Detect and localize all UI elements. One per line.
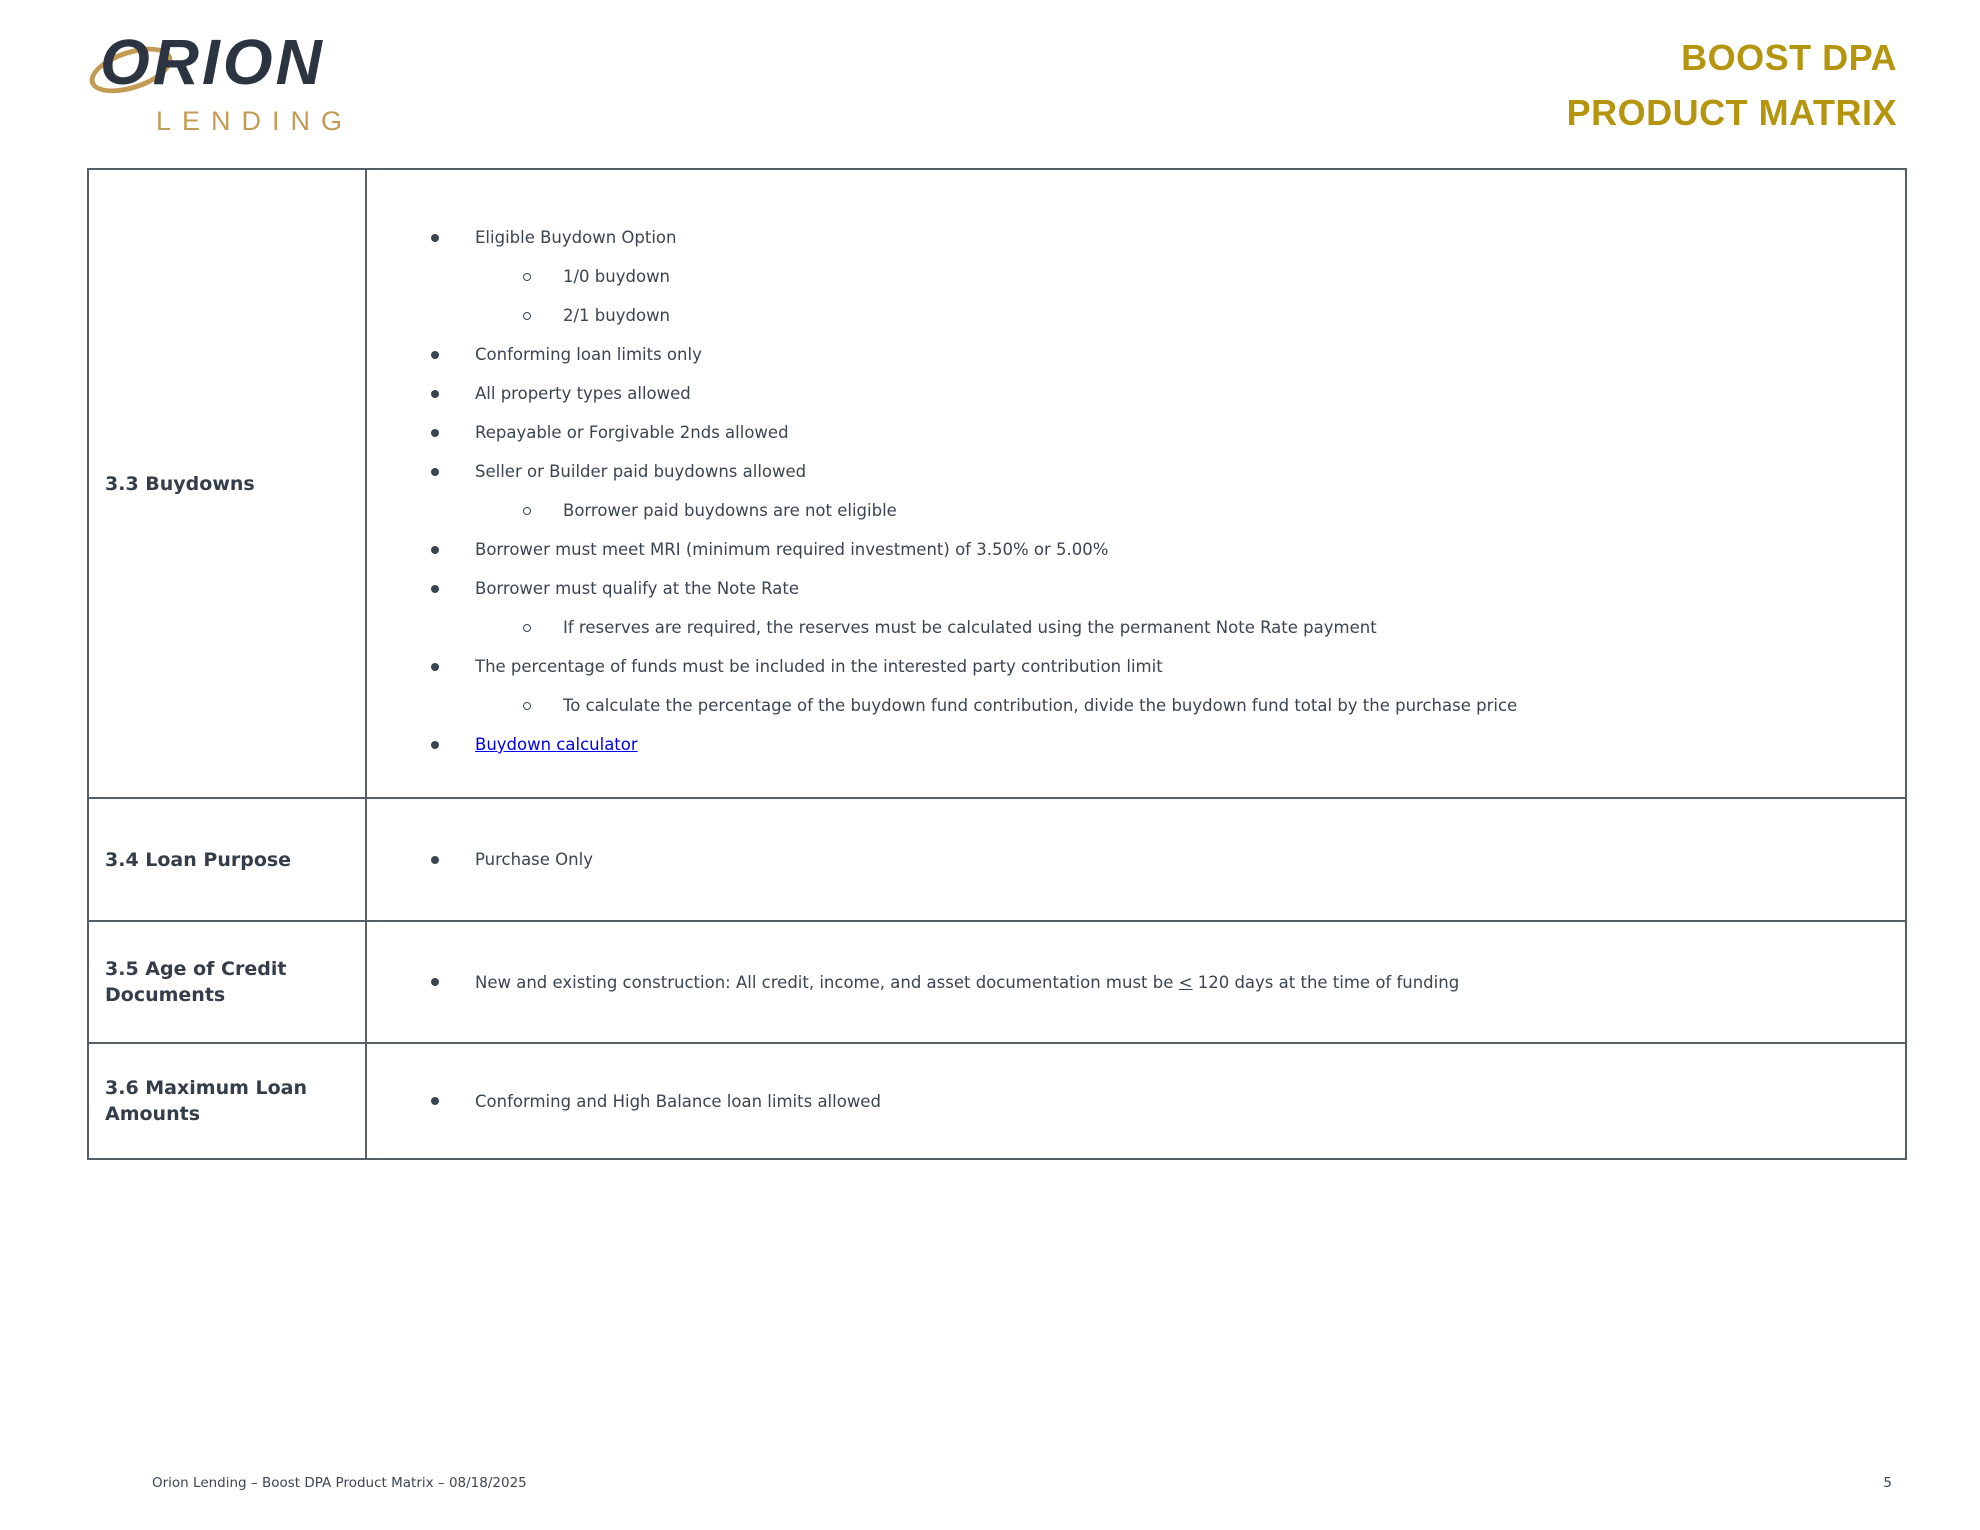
- document-title: [1567, 30, 1897, 140]
- row-label-loan-purpose: 3.4 Loan Purpose: [89, 799, 367, 920]
- list-item-text: Borrower paid buydowns are not eligible: [563, 501, 897, 520]
- row-content-maximum-loan-amounts: [367, 1044, 1905, 1158]
- title-line-1: BOOST DPA: [1681, 37, 1897, 78]
- footer-page-number: 5: [1883, 1475, 1892, 1491]
- list-item: [367, 963, 1905, 1002]
- row-label-maximum-loan-amounts: 3.6 Maximum Loan Amounts: [89, 1044, 367, 1158]
- bullet-icon: [431, 856, 475, 864]
- circle-bullet-icon: [523, 312, 563, 320]
- list-item-text: The percentage of funds must be included in the interested party contribution limit: [475, 657, 1163, 676]
- list-item-text: To calculate the percentage of the buydown fund contribution, divide the buydown fund total by the purchase price: [563, 696, 1518, 715]
- circle-bullet-icon: [523, 273, 563, 281]
- list-item: [367, 608, 1905, 647]
- row-content-age-of-credit-documents: [367, 922, 1905, 1042]
- row-label-buydowns: 3.3 Buydowns: [89, 170, 367, 797]
- list-item: [367, 374, 1905, 413]
- list-item-text: 2/1 buydown: [563, 306, 671, 325]
- list-item: [367, 335, 1905, 374]
- list-item: [367, 413, 1905, 452]
- list-item-text: Borrower must meet MRI (minimum required investment) of 3.50% or 5.00%: [475, 540, 1109, 559]
- list-item: [367, 491, 1905, 530]
- bullet-icon: [431, 351, 475, 359]
- underlined-less-than: <: [1178, 972, 1193, 992]
- bullet-icon: [431, 390, 475, 398]
- list-item: [367, 296, 1905, 335]
- list-item: [367, 647, 1905, 686]
- bullet-icon: [431, 1097, 475, 1105]
- list-item: [367, 840, 1905, 879]
- logo-brand-text: ORION: [100, 26, 325, 98]
- list-item-text: Conforming and High Balance loan limits allowed: [475, 1091, 881, 1111]
- bullet-icon: [431, 741, 475, 749]
- bullet-icon: [431, 585, 475, 593]
- list-item-text: If reserves are required, the reserves must be calculated using the permanent Note Rate payment: [563, 618, 1377, 637]
- list-item: [367, 452, 1905, 491]
- table-row-buydowns: [89, 170, 1905, 797]
- circle-bullet-icon: [523, 624, 563, 632]
- list-item-text: New and existing construction: All credit, income, and asset documentation must be < 120 days at the time of funding: [475, 972, 1460, 992]
- list-item-text: All property types allowed: [475, 384, 691, 403]
- table-row-age-of-credit-documents: [89, 920, 1905, 1042]
- list-item-text: 1/0 buydown: [563, 267, 671, 286]
- list-item-text: Purchase Only: [475, 850, 593, 869]
- orion-lending-logo: [100, 26, 400, 145]
- row-label-age-of-credit-documents: 3.5 Age of Credit Documents: [89, 922, 367, 1042]
- list-item-text: Eligible Buydown Option: [475, 228, 677, 247]
- bullet-icon: [431, 468, 475, 476]
- bullet-icon: [431, 978, 475, 986]
- table-row-maximum-loan-amounts: [89, 1042, 1905, 1158]
- list-item-text: Conforming loan limits only: [475, 345, 702, 364]
- bullet-icon: [431, 429, 475, 437]
- bullet-icon: [431, 546, 475, 554]
- list-item-text: Repayable or Forgivable 2nds allowed: [475, 423, 789, 442]
- title-line-2: PRODUCT MATRIX: [1566, 92, 1897, 133]
- circle-bullet-icon: [523, 702, 563, 710]
- row-content-loan-purpose: [367, 799, 1905, 920]
- bullet-icon: [431, 234, 475, 242]
- list-item: [367, 257, 1905, 296]
- table-row-loan-purpose: [89, 797, 1905, 920]
- list-item-text: Seller or Builder paid buydowns allowed: [475, 462, 807, 481]
- buydown-calculator-link[interactable]: Buydown calculator: [475, 735, 638, 754]
- row-content-buydowns: [367, 170, 1905, 797]
- list-item: [367, 686, 1905, 725]
- list-item: [367, 1082, 1905, 1121]
- product-matrix-table: [87, 168, 1907, 1160]
- list-item: [367, 530, 1905, 569]
- circle-bullet-icon: [523, 507, 563, 515]
- list-item: [367, 218, 1905, 257]
- list-item: [367, 725, 1905, 764]
- list-item-text: Borrower must qualify at the Note Rate: [475, 579, 799, 598]
- footer-document-info: Orion Lending – Boost DPA Product Matrix – 08/18/2025: [152, 1475, 527, 1491]
- bullet-icon: [431, 663, 475, 671]
- list-item: [367, 569, 1905, 608]
- logo-sub-text: LENDING: [156, 106, 354, 136]
